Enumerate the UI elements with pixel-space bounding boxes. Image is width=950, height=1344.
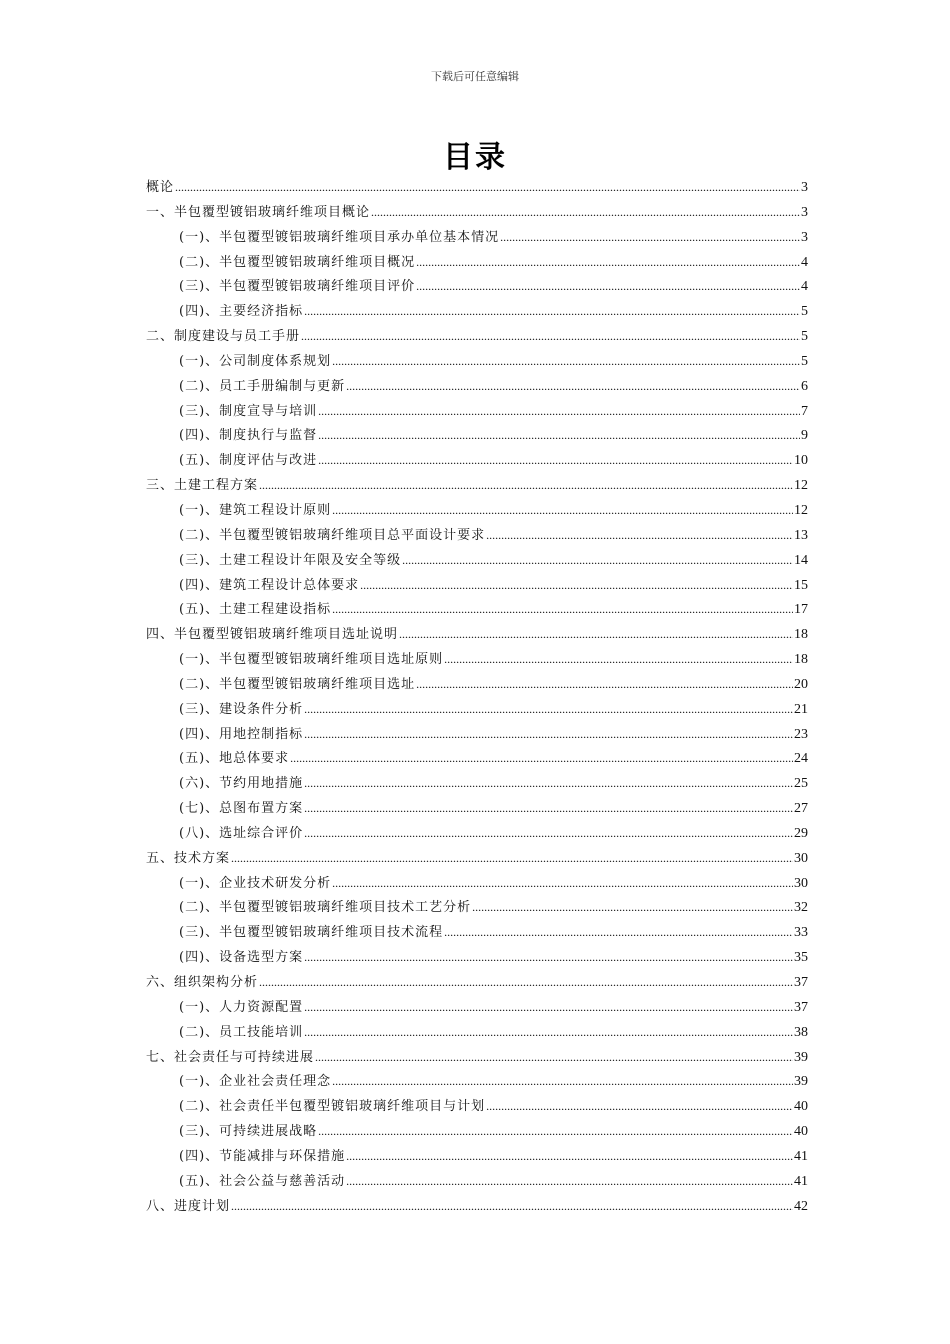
toc-page-number: 12 (794, 502, 808, 518)
toc-subsection-entry[interactable] (146, 449, 808, 474)
toc-subsection-entry[interactable] (146, 872, 808, 897)
toc-page-number: 17 (794, 602, 808, 618)
toc-section-entry[interactable] (146, 971, 808, 996)
toc-entry-label: (二)、员工技能培训 (179, 1024, 304, 1040)
toc-dot-leader (346, 1149, 793, 1164)
toc-page-number: 39 (794, 1049, 808, 1065)
toc-page-number: 14 (794, 552, 808, 568)
toc-dot-leader (371, 205, 800, 220)
toc-page-number: 3 (801, 204, 808, 220)
toc-dot-leader (304, 826, 793, 841)
toc-dot-leader (346, 1174, 793, 1189)
toc-dot-leader (399, 627, 793, 642)
toc-subsection-entry[interactable] (146, 1145, 808, 1170)
toc-entry-label: (二)、半包覆型镀铝玻璃纤维项目技术工艺分析 (179, 900, 472, 916)
toc-page-number: 20 (794, 676, 808, 692)
toc-subsection-entry[interactable] (146, 598, 808, 623)
toc-page-number: 4 (801, 254, 808, 270)
toc-entry-label: 八、进度计划 (146, 1198, 231, 1214)
toc-entry-label: (二)、半包覆型镀铝玻璃纤维项目选址 (179, 676, 416, 692)
toc-page-number: 37 (794, 999, 808, 1015)
toc-dot-leader (304, 304, 800, 319)
toc-dot-leader (304, 702, 793, 717)
toc-dot-leader (472, 900, 793, 915)
toc-subsection-entry[interactable] (146, 698, 808, 723)
toc-entry-label: (一)、企业技术研发分析 (179, 875, 332, 891)
toc-subsection-entry[interactable] (146, 1120, 808, 1145)
toc-dot-leader (304, 801, 793, 816)
toc-page-number: 6 (801, 378, 808, 394)
toc-dot-leader (304, 950, 793, 965)
toc-entry-label: 一、半包覆型镀铝玻璃纤维项目概论 (146, 204, 371, 220)
toc-dot-leader (318, 1124, 793, 1139)
toc-page-number: 25 (794, 776, 808, 792)
toc-subsection-entry[interactable] (146, 400, 808, 425)
toc-entry-label: 七、社会责任与可持续进展 (146, 1049, 315, 1065)
toc-subsection-entry[interactable] (146, 772, 808, 797)
toc-entry-label: (三)、半包覆型镀铝玻璃纤维项目评价 (179, 279, 416, 295)
toc-subsection-entry[interactable] (146, 424, 808, 449)
toc-entry-label: (一)、半包覆型镀铝玻璃纤维项目承办单位基本情况 (179, 229, 500, 245)
toc-subsection-entry[interactable] (146, 996, 808, 1021)
toc-subsection-entry[interactable] (146, 797, 808, 822)
toc-entry-label: (一)、半包覆型镀铝玻璃纤维项目选址原则 (179, 652, 444, 668)
toc-page-number: 9 (801, 428, 808, 444)
toc-dot-leader (304, 727, 793, 742)
toc-section-entry[interactable] (146, 1195, 808, 1220)
toc-entry-label: (二)、半包覆型镀铝玻璃纤维项目总平面设计要求 (179, 527, 486, 543)
toc-entry-label: (四)、主要经济指标 (179, 304, 304, 320)
toc-subsection-entry[interactable] (146, 524, 808, 549)
toc-page-number: 21 (794, 701, 808, 717)
toc-dot-leader (259, 478, 793, 493)
toc-subsection-entry[interactable] (146, 1070, 808, 1095)
toc-dot-leader (332, 1074, 793, 1089)
toc-section-entry[interactable] (146, 176, 808, 201)
toc-page-number: 41 (794, 1173, 808, 1189)
toc-page-number: 35 (794, 950, 808, 966)
toc-page-number: 23 (794, 726, 808, 742)
toc-page-number: 30 (794, 850, 808, 866)
toc-dot-leader (318, 428, 800, 443)
toc-subsection-entry[interactable] (146, 350, 808, 375)
toc-page-number: 29 (794, 825, 808, 841)
toc-page-number: 18 (794, 652, 808, 668)
toc-page-number: 33 (794, 925, 808, 941)
toc-entry-label: (五)、社会公益与慈善活动 (179, 1173, 346, 1189)
toc-dot-leader (332, 602, 793, 617)
toc-subsection-entry[interactable] (146, 375, 808, 400)
toc-dot-leader (318, 404, 800, 419)
toc-entry-label: (二)、半包覆型镀铝玻璃纤维项目概况 (179, 254, 416, 270)
toc-section-entry[interactable] (146, 474, 808, 499)
toc-subsection-entry[interactable] (146, 226, 808, 251)
toc-page-number: 5 (801, 353, 808, 369)
toc-page-number: 7 (801, 403, 808, 419)
toc-page-number: 3 (801, 229, 808, 245)
toc-page-number: 4 (801, 279, 808, 295)
toc-page-number: 15 (794, 577, 808, 593)
toc-page-number: 37 (794, 975, 808, 990)
toc-dot-leader (444, 652, 793, 667)
toc-dot-leader (416, 279, 800, 294)
toc-dot-leader (175, 180, 800, 195)
toc-page-number: 27 (794, 801, 808, 817)
table-of-contents (146, 176, 808, 1219)
toc-entry-label: (一)、建筑工程设计原则 (179, 502, 332, 518)
toc-entry-label: (三)、制度宣导与培训 (179, 403, 318, 419)
toc-entry-label: 四、半包覆型镀铝玻璃纤维项目选址说明 (146, 627, 399, 643)
toc-dot-leader (304, 1000, 793, 1015)
toc-entry-label: (五)、土建工程建设指标 (179, 602, 332, 618)
toc-subsection-entry[interactable] (146, 1170, 808, 1195)
toc-entry-label: (四)、节能减排与环保措施 (179, 1148, 346, 1164)
toc-entry-label: 三、土建工程方案 (146, 478, 259, 494)
toc-dot-leader (301, 329, 800, 344)
toc-entry-label: (四)、设备选型方案 (179, 950, 304, 966)
toc-subsection-entry[interactable] (146, 549, 808, 574)
toc-dot-leader (486, 528, 793, 543)
toc-section-entry[interactable] (146, 623, 808, 648)
toc-entry-label: (五)、制度评估与改进 (179, 453, 318, 469)
toc-page-number: 12 (794, 478, 808, 494)
toc-subsection-entry[interactable] (146, 574, 808, 599)
toc-page-number: 40 (794, 1099, 808, 1115)
toc-entry-label: (二)、社会责任半包覆型镀铝玻璃纤维项目与计划 (179, 1099, 486, 1115)
toc-subsection-entry[interactable] (146, 1095, 808, 1120)
toc-page-number: 38 (794, 1024, 808, 1040)
toc-entry-label: 概论 (146, 180, 175, 195)
toc-section-entry[interactable] (146, 325, 808, 350)
header-note: 下载后可任意编辑 (431, 70, 519, 83)
toc-subsection-entry[interactable] (146, 275, 808, 300)
toc-entry-label: (五)、地总体要求 (179, 751, 290, 767)
toc-section-entry[interactable] (146, 847, 808, 872)
toc-dot-leader (444, 925, 793, 940)
toc-section-entry[interactable] (146, 201, 808, 226)
toc-page-number: 18 (794, 627, 808, 643)
toc-page-number: 30 (794, 875, 808, 891)
toc-page-number: 41 (794, 1148, 808, 1164)
toc-dot-leader (416, 255, 800, 270)
toc-subsection-entry[interactable] (146, 648, 808, 673)
toc-dot-leader (290, 751, 793, 766)
toc-subsection-entry[interactable] (146, 1021, 808, 1046)
toc-entry-label: (三)、建设条件分析 (179, 701, 304, 717)
toc-dot-leader (416, 677, 793, 692)
toc-section-entry[interactable] (146, 1046, 808, 1071)
toc-dot-leader (304, 776, 793, 791)
toc-entry-label: (六)、节约用地措施 (179, 776, 304, 792)
toc-dot-leader (332, 503, 793, 518)
toc-entry-label: (一)、公司制度体系规划 (179, 353, 332, 369)
toc-page-number: 3 (801, 180, 808, 195)
toc-entry-label: (三)、半包覆型镀铝玻璃纤维项目技术流程 (179, 925, 444, 941)
toc-subsection-entry[interactable] (146, 921, 808, 946)
toc-page-number: 5 (801, 329, 808, 345)
toc-page-number: 24 (794, 751, 808, 767)
toc-page-number: 40 (794, 1124, 808, 1140)
toc-dot-leader (231, 851, 793, 866)
toc-dot-leader (360, 578, 793, 593)
page-title: 目录 (443, 140, 507, 175)
toc-entry-label: (一)、企业社会责任理念 (179, 1074, 332, 1090)
toc-page-number: 5 (801, 304, 808, 320)
toc-entry-label: (二)、员工手册编制与更新 (179, 378, 346, 394)
toc-dot-leader (259, 975, 793, 990)
toc-subsection-entry[interactable] (146, 499, 808, 524)
toc-dot-leader (318, 453, 793, 468)
toc-subsection-entry[interactable] (146, 946, 808, 971)
toc-subsection-entry[interactable] (146, 896, 808, 921)
toc-subsection-entry[interactable] (146, 251, 808, 276)
toc-dot-leader (500, 230, 800, 245)
toc-subsection-entry[interactable] (146, 673, 808, 698)
toc-page-number: 39 (794, 1074, 808, 1090)
toc-entry-label: 五、技术方案 (146, 850, 231, 866)
toc-subsection-entry[interactable] (146, 300, 808, 325)
toc-dot-leader (231, 1199, 793, 1214)
toc-entry-label: (四)、用地控制指标 (179, 726, 304, 742)
toc-subsection-entry[interactable] (146, 747, 808, 772)
toc-entry-label: (七)、总图布置方案 (179, 801, 304, 817)
toc-entry-label: (三)、可持续进展战略 (179, 1124, 318, 1140)
toc-page-number: 10 (794, 453, 808, 469)
toc-entry-label: (四)、制度执行与监督 (179, 428, 318, 444)
toc-dot-leader (332, 876, 793, 891)
toc-dot-leader (332, 354, 800, 369)
toc-entry-label: 二、制度建设与员工手册 (146, 329, 301, 345)
toc-dot-leader (486, 1099, 793, 1114)
toc-subsection-entry[interactable] (146, 822, 808, 847)
toc-entry-label: (三)、土建工程设计年限及安全等级 (179, 552, 402, 568)
toc-dot-leader (402, 553, 793, 568)
toc-entry-label: (四)、建筑工程设计总体要求 (179, 577, 360, 593)
toc-subsection-entry[interactable] (146, 723, 808, 748)
toc-entry-label: (一)、人力资源配置 (179, 999, 304, 1015)
toc-page-number: 42 (794, 1198, 808, 1214)
toc-page-number: 13 (794, 527, 808, 543)
toc-dot-leader (346, 379, 800, 394)
toc-entry-label: 六、组织架构分析 (146, 975, 259, 990)
toc-page-number: 32 (794, 900, 808, 916)
toc-entry-label: (八)、选址综合评价 (179, 825, 304, 841)
toc-dot-leader (304, 1025, 793, 1040)
toc-dot-leader (315, 1050, 793, 1065)
